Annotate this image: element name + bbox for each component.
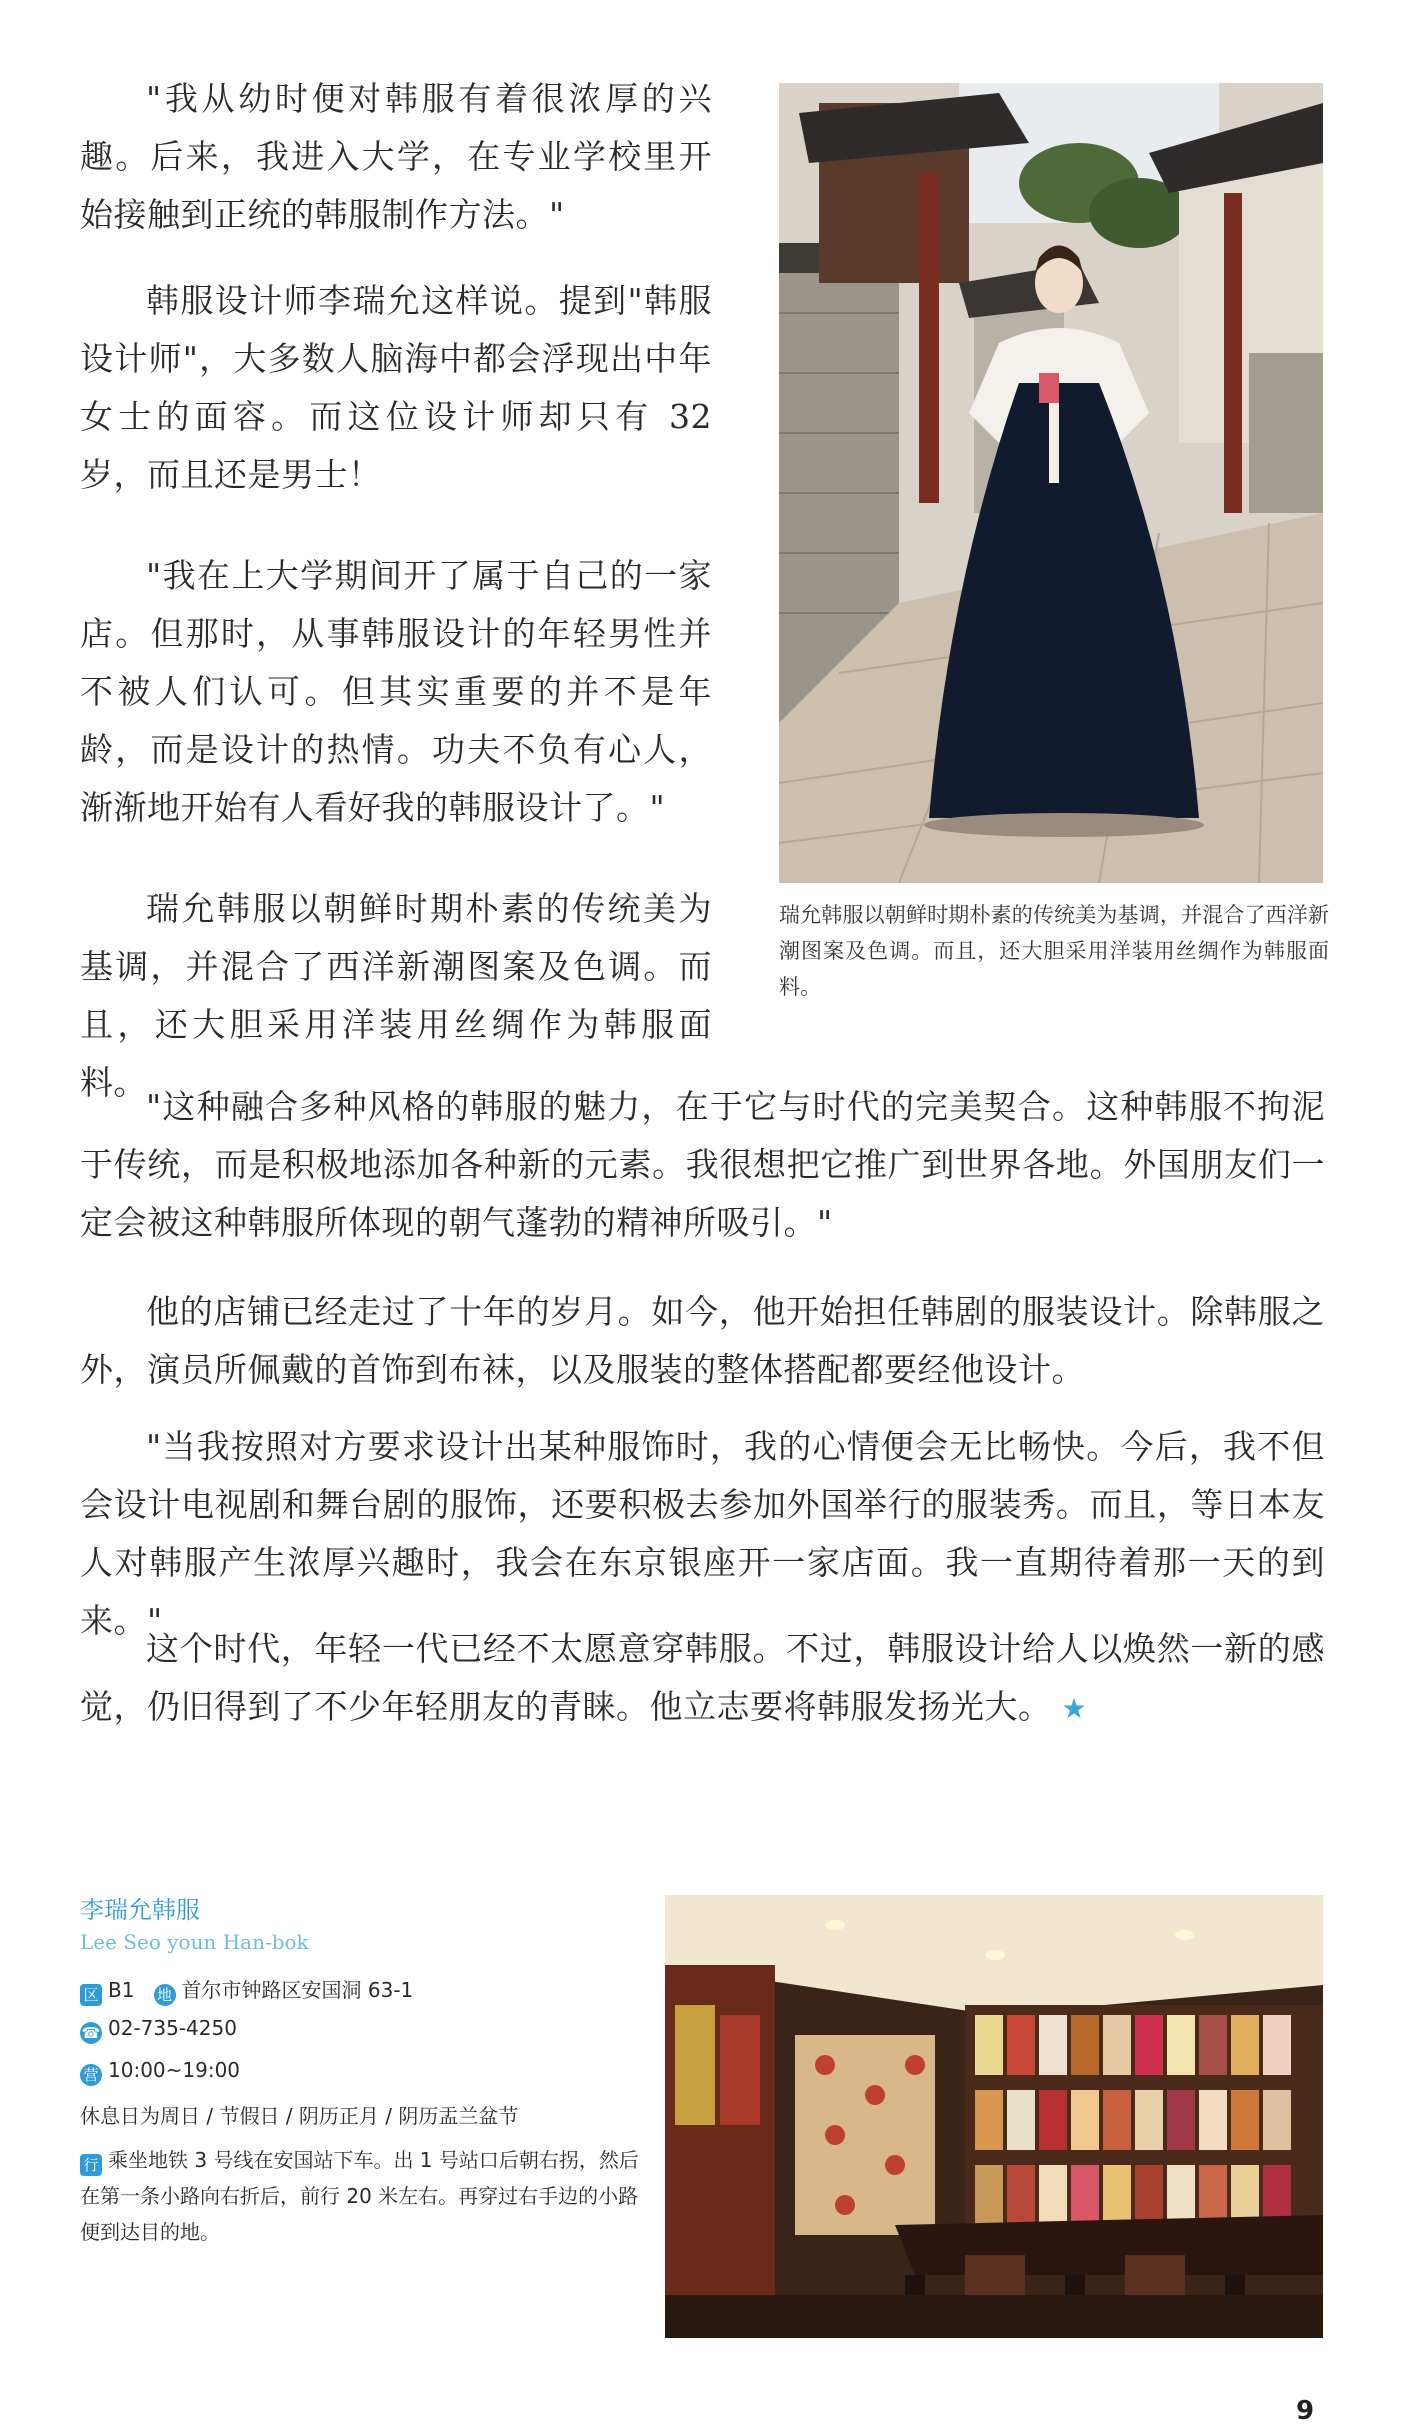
transit-row bbox=[80, 2142, 640, 2250]
shop-interior-illustration bbox=[665, 1895, 1323, 2338]
transit-value: 乘坐地铁 3 号线在安国站下车。出 1 号站口后朝右拐，然后在第一条小路向右折后，前行 20 米左右。再穿过右手边的小路便到达目的地。 bbox=[80, 2148, 639, 2244]
closed-days: 休息日为周日 / 节假日 / 阴历正月 / 阴历盂兰盆节 bbox=[80, 2104, 519, 2128]
floor-icon: 区 bbox=[80, 1984, 102, 2006]
paragraph-shop-history: 他的店铺已经走过了十年的岁月。如今，他开始担任韩剧的服装设计。除韩服之外，演员所佩戴的首饰到布袜，以及服装的整体搭配都要经他设计。 bbox=[80, 1292, 1325, 1389]
hanbok-model-photo bbox=[779, 83, 1323, 883]
star-icon: ★ bbox=[1061, 1692, 1088, 1725]
paragraph-quote-intro: "我从幼时便对韩服有着很浓厚的兴趣。后来，我进入大学，在专业学校里开始接触到正统的韩服制作方法。" bbox=[80, 79, 712, 234]
phone-row bbox=[80, 2016, 237, 2044]
shop-name-romanized: Lee Seo youn Han-bok bbox=[80, 1930, 309, 1954]
paragraph-style: 瑞允韩服以朝鲜时期朴素的传统美为基调，并混合了西洋新潮图案及色调。而且，还大胆采用洋装用丝绸作为韩服面料。 bbox=[80, 889, 712, 1102]
location-row bbox=[80, 1974, 413, 2006]
shop-interior-photo bbox=[665, 1895, 1323, 2338]
hours-value: 10:00~19:00 bbox=[108, 2058, 241, 2082]
transit-icon: 行 bbox=[80, 2154, 102, 2176]
address-value: 首尔市钟路区安国洞 63-1 bbox=[181, 1978, 414, 2002]
paragraph-quote-fusion: "这种融合多种风格的韩服的魅力，在于它与时代的完美契合。这种韩服不拘泥于传统，而是积极地添加各种新的元素。我很想把它推广到世界各地。外国朋友们一定会被这种韩服所体现的朝气蓬勃的精神所吸引。" bbox=[80, 1087, 1325, 1242]
shop-name: 李瑞允韩服 bbox=[80, 1896, 200, 1924]
photo-caption: 瑞允韩服以朝鲜时期朴素的传统美为基调，并混合了西洋新潮图案及色调。而且，还大胆采用洋装用丝绸作为韩服面料。 bbox=[779, 903, 1329, 999]
page-number: 9 bbox=[1296, 2396, 1315, 2426]
floor-value: B1 bbox=[108, 1978, 135, 2002]
paragraph-designer-intro: 韩服设计师李瑞允这样说。提到"韩服设计师"，大多数人脑海中都会浮现出中年女士的面容。而这位设计师却只有 32 岁，而且还是男士！ bbox=[80, 281, 712, 494]
conclusion-text: 这个时代，年轻一代已经不太愿意穿韩服。不过，韩服设计给人以焕然一新的感觉，仍旧得到了不少年轻朋友的青睐。他立志要将韩服发扬光大。 bbox=[80, 1629, 1325, 1726]
phone-icon: ☎ bbox=[81, 2024, 101, 2042]
hours-icon: 营 bbox=[80, 2064, 102, 2086]
paragraph-quote-future: "当我按照对方要求设计出某种服饰时，我的心情便会无比畅快。今后，我不但会设计电视剧和舞台剧的服饰，还要积极去参加外国举行的服装秀。而且，等日本友人对韩服产生浓厚兴趣时，我会在东京银座开一家店面。我一直期待着那一天的到来。" bbox=[80, 1427, 1325, 1640]
address-icon: 地 bbox=[154, 1984, 176, 2006]
paragraph-quote-shop: "我在上大学期间开了属于自己的一家店。但那时，从事韩服设计的年轻男性并不被人们认可。但其实重要的并不是年龄，而是设计的热情。功夫不负有心人，渐渐地开始有人看好我的韩服设计了。" bbox=[80, 556, 712, 827]
paragraph-conclusion bbox=[80, 1620, 1325, 1738]
hanbok-model-illustration bbox=[779, 83, 1323, 883]
hours-row bbox=[80, 2058, 240, 2086]
phone-value: 02-735-4250 bbox=[108, 2016, 237, 2040]
